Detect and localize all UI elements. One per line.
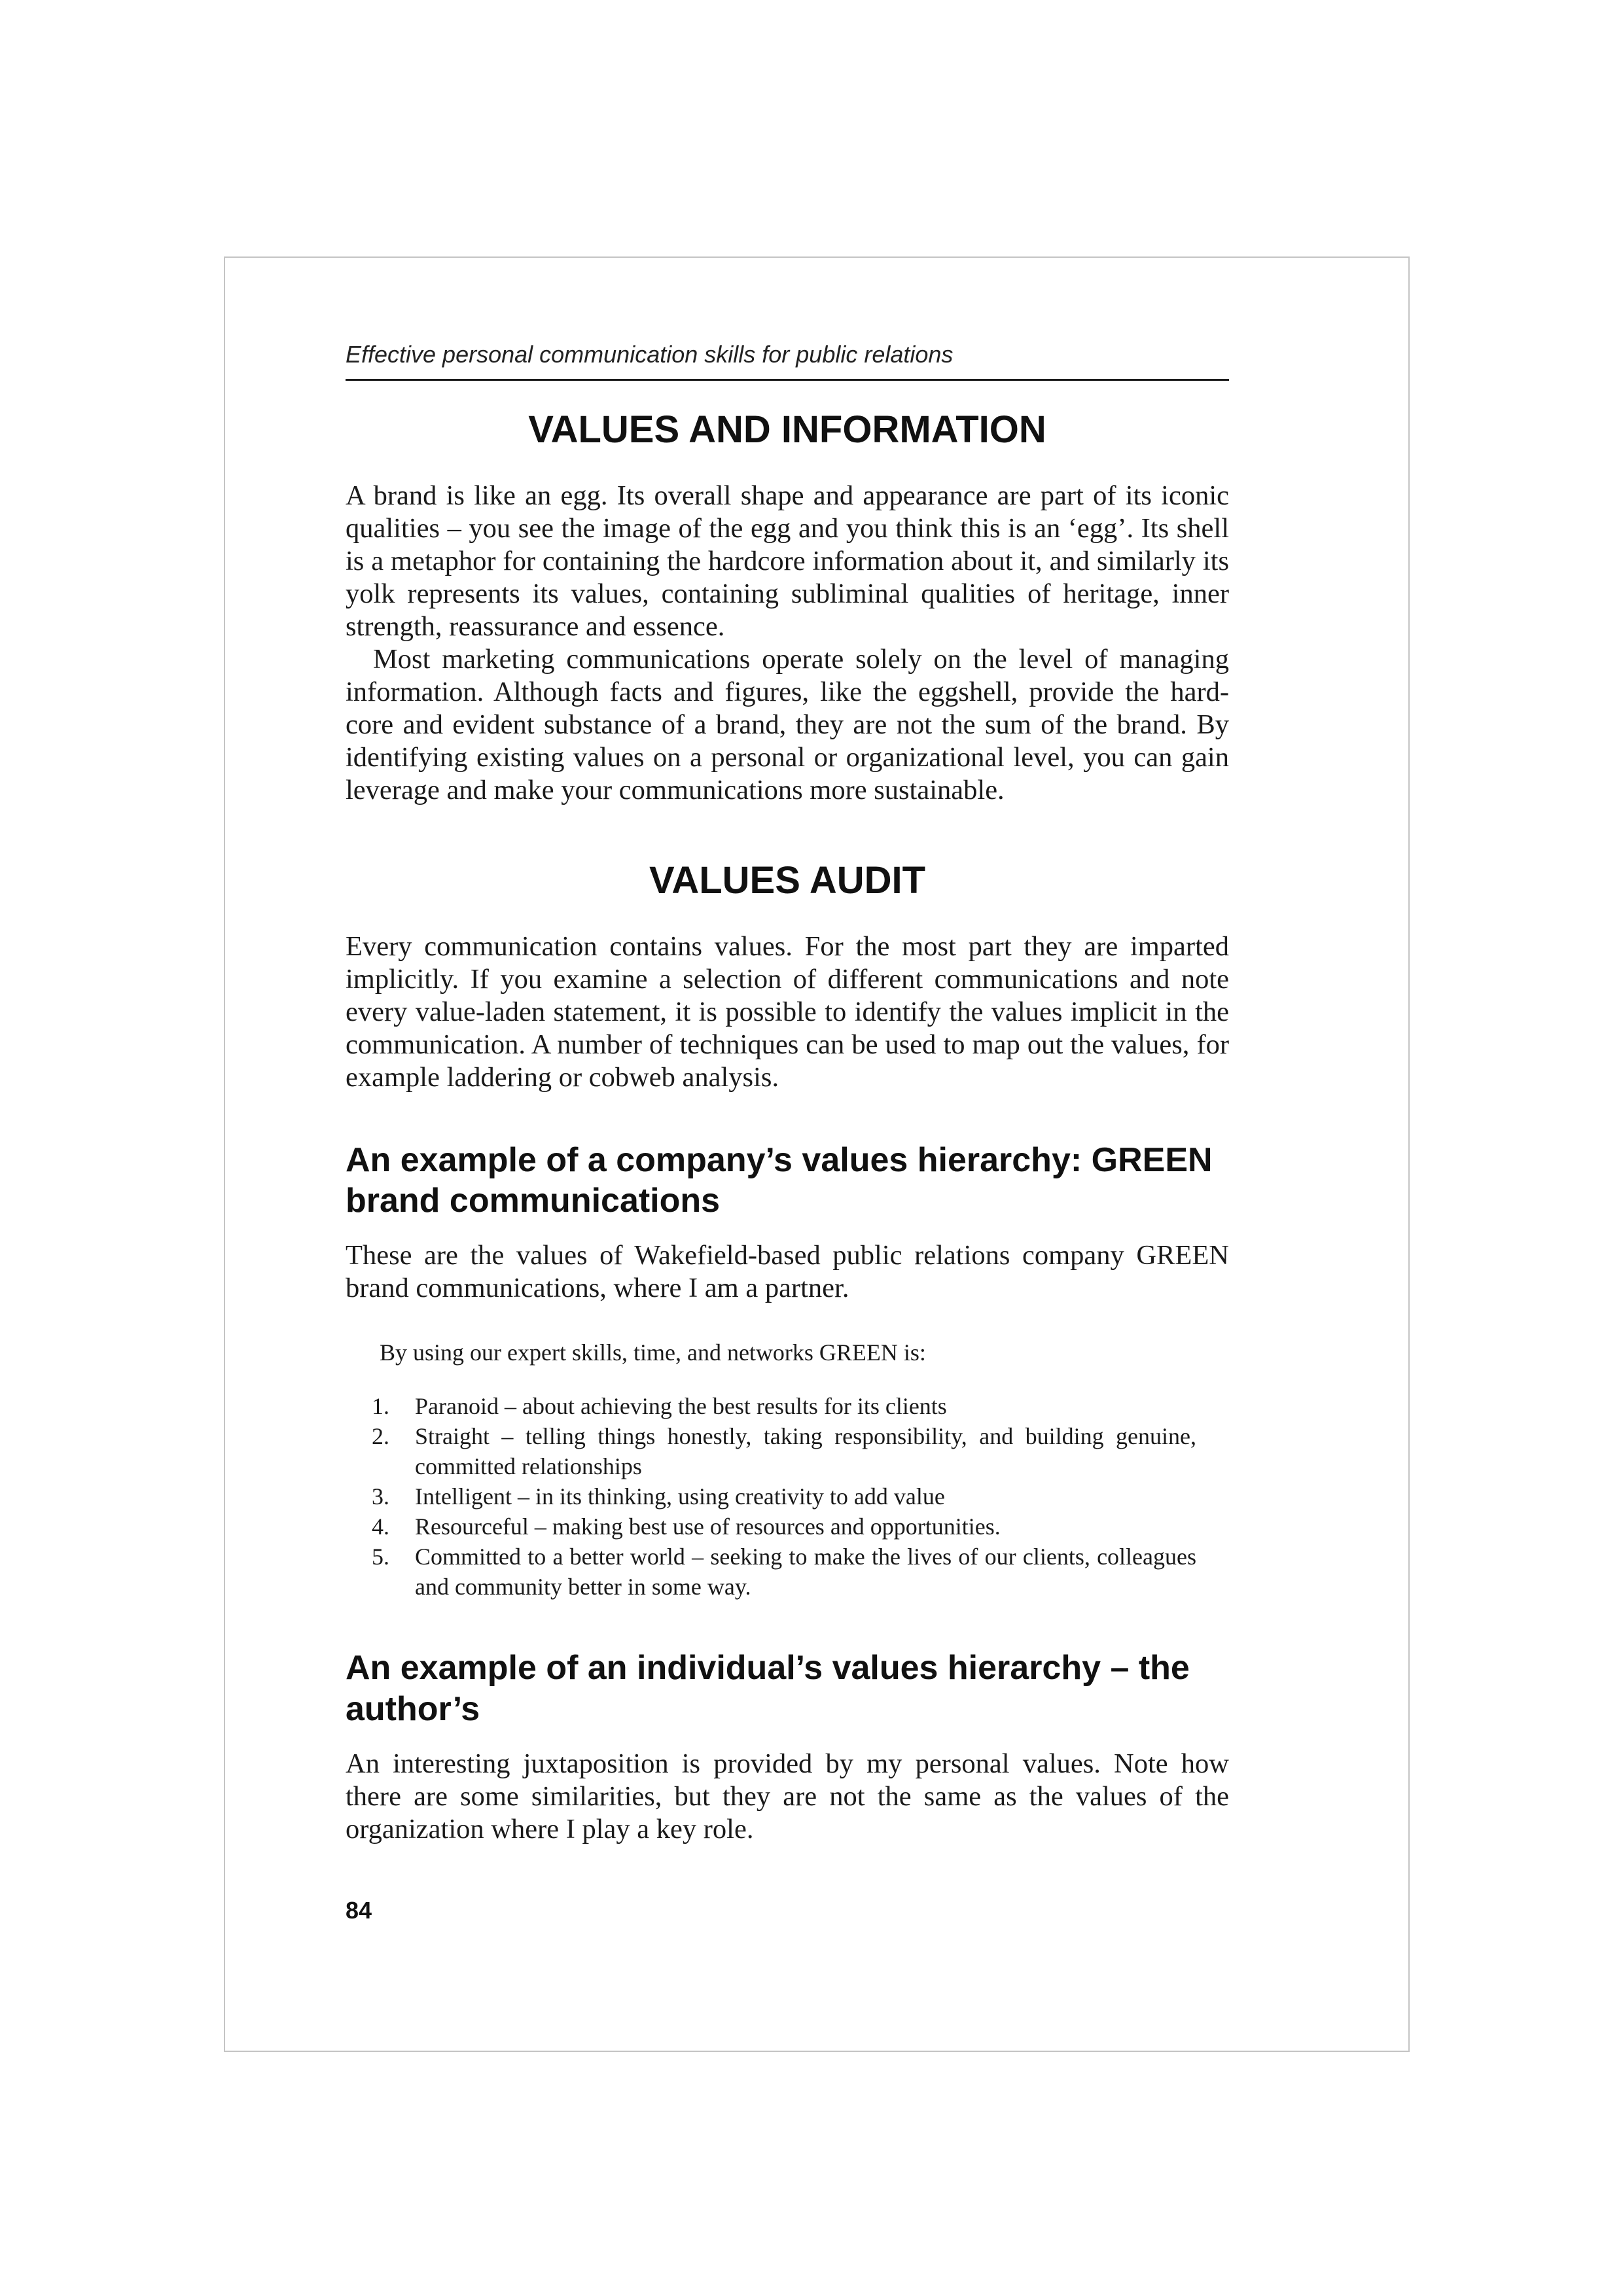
list-item-text: Intelligent – in its thinking, using creativity to add value <box>415 1483 945 1510</box>
list-item-number: 1. <box>372 1393 389 1420</box>
paragraph-green-values: These are the values of Wakefield-based public relations company GREEN brand communications, where I am a partner. <box>346 1240 1229 1304</box>
page-number: 84 <box>346 1897 372 1924</box>
list-item <box>346 1511 1229 1542</box>
list-item-text: Straight – telling things honestly, taking responsibility, and building genuine, committed relationships <box>415 1423 1196 1480</box>
paragraph-personal-values: An interesting juxtaposition is provided by my personal values. Note how there are some similarities, but they are not the same as the values of the organization where I play a key role. <box>346 1748 1229 1845</box>
page-content <box>346 340 1229 1924</box>
values-list <box>346 1391 1229 1602</box>
heading-values-and-information: VALUES AND INFORMATION <box>528 408 1046 451</box>
list-item-text: Committed to a better world – seeking to make the lives of our clients, colleagues and community better in some way. <box>415 1544 1196 1600</box>
list-item-number: 2. <box>372 1423 389 1450</box>
list-item <box>346 1421 1229 1481</box>
list-item <box>346 1391 1229 1421</box>
list-item-number: 4. <box>372 1513 389 1540</box>
heading-individual-values-hierarchy: An example of an individual’s values hierarchy – the author’s <box>346 1649 1190 1728</box>
list-item <box>346 1481 1229 1511</box>
paragraph-marketing-communications: Most marketing communications operate solely on the level of managing information. Although facts and figures, like the eggshell, provide the hard-core and evident substance of a brand, they are not the sum of the brand. By identifying existing values on a personal or organizational level, you can gain leverage and make your communications more sustainable. <box>346 643 1229 805</box>
paragraph-values-audit: Every communication contains values. For the most part they are imparted implicitly. If you examine a selection of different communications and note every value-laden statement, it is possible to identify the values implicit in the communication. A number of techniques can be used to map out the values, for example laddering or cobweb analysis. <box>346 930 1229 1093</box>
heading-values-audit: VALUES AUDIT <box>649 858 926 902</box>
list-item-number: 5. <box>372 1544 389 1570</box>
paragraph-egg-metaphor: A brand is like an egg. Its overall shape and appearance are part of its iconic qualities – you see the image of the egg and you think this is an ‘egg’. Its shell is a metaphor for containing the hardcore information about it, and similarly its yolk represents its values, containing subliminal qualities of heritage, inner strength, reassurance and essence. <box>346 480 1229 642</box>
list-item <box>346 1542 1229 1602</box>
heading-company-values-hierarchy: An example of a company’s values hierarchy: GREEN brand communications <box>346 1140 1213 1220</box>
list-item-text: Resourceful – making best use of resources and opportunities. <box>415 1513 1001 1540</box>
running-head: Effective personal communication skills for public relations <box>346 340 1229 381</box>
list-item-text: Paranoid – about achieving the best results for its clients <box>415 1393 947 1420</box>
list-intro: By using our expert skills, time, and networks GREEN is: <box>380 1339 926 1366</box>
list-item-number: 3. <box>372 1483 389 1510</box>
